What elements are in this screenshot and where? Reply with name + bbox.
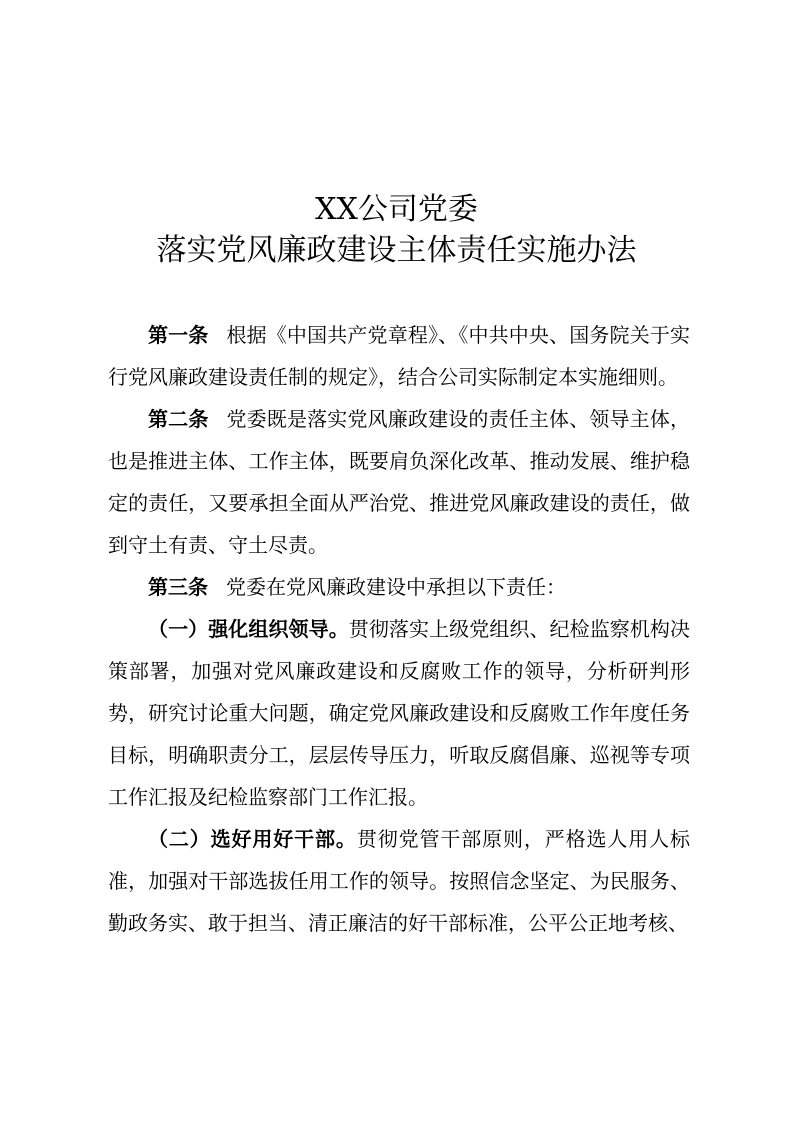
article-heading: 第三条 [148, 575, 208, 599]
item-1 [108, 608, 690, 818]
article-1 [108, 314, 690, 398]
document-title-line-2: 落实党风廉政建设主体责任实施办法 [156, 233, 637, 268]
item-2 [108, 818, 690, 944]
article-2 [108, 398, 690, 566]
document-body [108, 314, 690, 944]
item-heading: （一）强化组织领导。 [148, 617, 349, 641]
article-text: 根据《中国共产党章程》、《中共中央、国务院关于实行党风廉政建设责任制的规定》，结合公司实际制定本实施细则。 [108, 323, 691, 389]
article-text: 党委既是落实党风廉政建设的责任主体、领导主体，也是推进主体、工作主体，既要肩负深化改革、推动发展、维护稳定的责任，又要承担全面从严治党、推进党风廉政建设的责任，做到守土有责、守土尽责。 [108, 407, 691, 557]
article-text: 党委在党风廉政建设中承担以下责任： [226, 575, 566, 599]
article-heading: 第一条 [148, 323, 209, 347]
article-heading: 第二条 [148, 407, 209, 431]
article-3 [108, 566, 690, 608]
item-heading: （二）选好用好干部。 [148, 827, 357, 851]
item-text: 贯彻落实上级党组织、纪检监察机构决策部署，加强对党风廉政建设和反腐败工作的领导，分析研判形势，研究讨论重大问题，确定党风廉政建设和反腐败工作年度任务目标，明确职责分工，层层传导压力，听取反腐倡廉、巡视等专项工作汇报及纪检监察部门工作汇报。 [108, 617, 691, 809]
item-text: 贯彻党管干部原则，严格选人用人标准，加强对干部选拔任用工作的领导。按照信念坚定、为民服务、勤政务实、敢于担当、清正廉洁的好干部标准，公平公正地考核、 [108, 827, 691, 935]
document-title-line-1: XX公司党委 [315, 192, 478, 227]
